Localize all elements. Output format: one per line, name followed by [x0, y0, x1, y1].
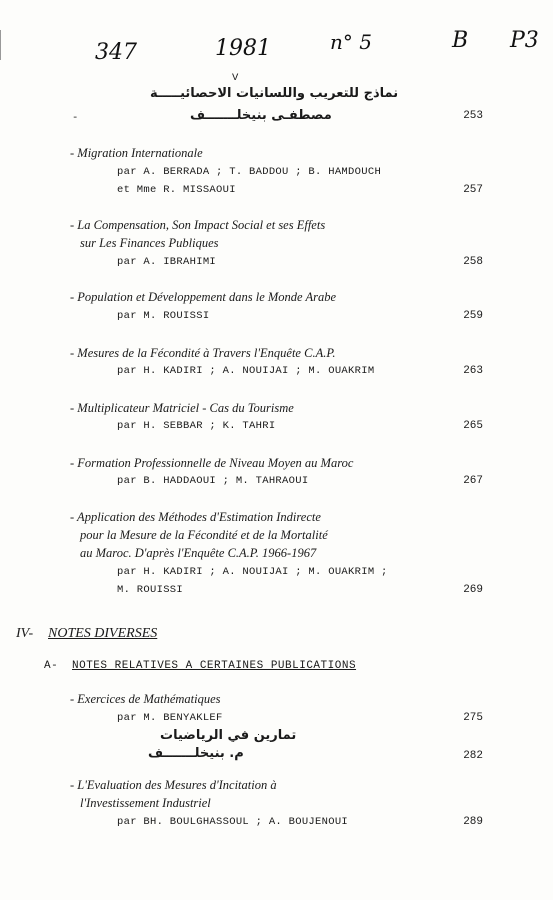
entry-authors: par A. BERRADA ; T. BADDOU ; B. HAMDOUCH — [117, 166, 382, 178]
handwritten-year: 1981 — [215, 36, 271, 61]
page-number: 275 — [463, 712, 483, 724]
arabic-section-title: نماذج للتعريب واللسانيات الاحصائيـــــة — [150, 86, 399, 101]
entry-title: pour la Mesure de la Fécondité et de la Mortalité — [80, 528, 328, 542]
page-number: 258 — [463, 256, 483, 268]
entry-authors: par H. SEBBAR ; K. TAHRI — [117, 420, 276, 432]
note-author: par M. BENYAKLEF — [117, 712, 223, 724]
section-iv-title: NOTES DIVERSES — [48, 626, 158, 641]
section-roman-numeral: V — [232, 72, 239, 84]
subsection-a-label: A- — [44, 660, 59, 672]
entry-authors: par H. KADIRI ; A. NOUIJAI ; M. OUAKRIM — [117, 365, 375, 377]
page-number: 265 — [463, 420, 483, 432]
entry-title: sur Les Finances Publiques — [80, 236, 219, 250]
handwritten-p3: P3 — [510, 28, 539, 53]
handwritten-issue: n° 5 — [330, 30, 372, 54]
page-number: 259 — [463, 310, 483, 322]
handwritten-b: B — [452, 28, 469, 53]
entry-title: - Population et Développement dans le Monde Arabe — [70, 290, 337, 304]
subsection-a-title: NOTES RELATIVES A CERTAINES PUBLICATIONS — [72, 660, 357, 672]
entry-authors: par H. KADIRI ; A. NOUIJAI ; M. OUAKRIM ; — [117, 566, 388, 578]
entry-title: - Migration Internationale — [70, 146, 203, 160]
note-title: - Exercices de Mathématiques — [70, 692, 221, 706]
entry-authors: par M. ROUISSI — [117, 310, 210, 322]
arabic-note-author: م. بنيخلـــــــف — [148, 746, 244, 761]
page-number: 263 — [463, 365, 483, 377]
arabic-section-author: مصطفـى بنيخلـــــــف — [190, 108, 332, 123]
arabic-note-title: تمارين في الرياضيات — [160, 728, 297, 743]
note-author: par BH. BOULGHASSOUL ; A. BOUJENOUI — [117, 816, 349, 828]
entry-title: - La Compensation, Son Impact Social et ses Effets — [70, 218, 326, 232]
note-title: l'Investissement Industriel — [80, 796, 211, 810]
page-number: 289 — [463, 816, 483, 828]
page-number: 267 — [463, 475, 483, 487]
entry-authors: et Mme R. MISSAOUI — [117, 184, 236, 196]
entry-authors: M. ROUISSI — [117, 584, 184, 596]
entry-title: - Formation Professionnelle de Niveau Moyen au Maroc — [70, 456, 354, 470]
entry-title: - Multiplicateur Matriciel - Cas du Tourisme — [70, 401, 294, 415]
entry-authors: par B. HADDAOUI ; M. TAHRAOUI — [117, 475, 309, 487]
section-iv-label: IV- — [16, 626, 34, 641]
entry-title: au Maroc. D'après l'Enquête C.A.P. 1966-1967 — [80, 546, 317, 560]
note-title: - L'Evaluation des Mesures d'Incitation à — [70, 778, 277, 792]
page-number: 257 — [463, 184, 483, 196]
section-dash: - — [72, 112, 79, 124]
handwritten-ref-347: 347 — [95, 40, 137, 65]
page-number: 282 — [463, 750, 483, 762]
scan-edge-mark — [0, 30, 7, 60]
entry-authors: par A. IBRAHIMI — [117, 256, 217, 268]
entry-title: - Mesures de la Fécondité à Travers l'Enquête C.A.P. — [70, 346, 336, 360]
page-number: 269 — [463, 584, 483, 596]
entry-title: - Application des Méthodes d'Estimation Indirecte — [70, 510, 321, 524]
page-number: 253 — [463, 110, 483, 122]
